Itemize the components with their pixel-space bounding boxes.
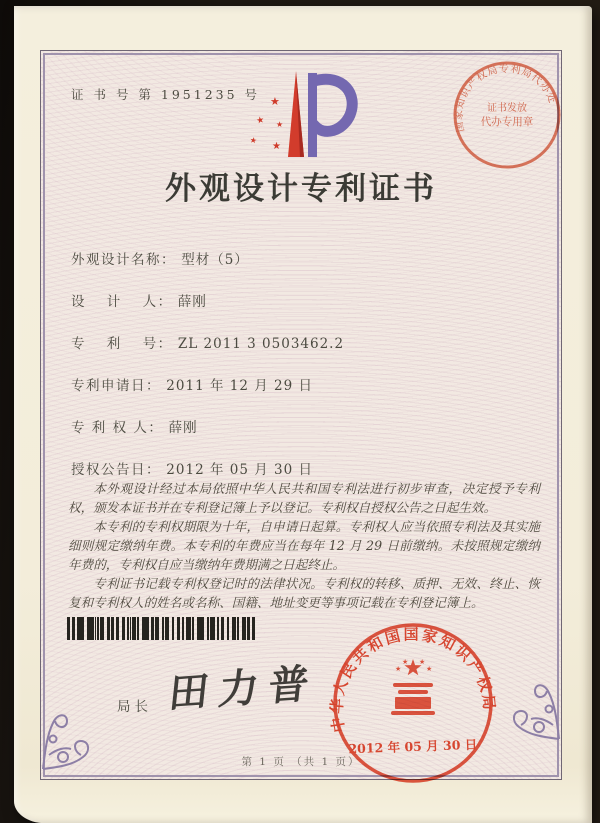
certificate-frame	[40, 50, 562, 780]
field-label: 专利申请日：	[71, 378, 161, 394]
certificate-body	[68, 479, 540, 612]
field-value: ZL 2011 3 0503462.2	[177, 336, 345, 352]
field-design-name	[71, 248, 249, 268]
certificate-paper	[14, 6, 592, 823]
svg-text:★: ★	[419, 658, 426, 666]
svg-text:★: ★	[395, 665, 402, 673]
field-grant-date	[71, 458, 313, 478]
agency-seal-ring-text: 国家知识产权局专利局代办处	[453, 63, 558, 133]
field-value: 薛刚	[168, 420, 198, 436]
svg-text:★: ★	[402, 658, 409, 666]
field-label: 专 利 号：	[71, 336, 173, 352]
paragraph-term-fees: 本专利的专利权期限为十年，自申请日起算。专利权人应当依照专利法及其实施细则规定缴纳年费。本专利的年费应当在每年 12 月 29 日前缴纳。未按照规定缴纳年费的，专利权自应当缴纳年费期满之日起终止。	[68, 519, 540, 572]
logo-star-icon: ★	[272, 141, 281, 152]
page-footer: 第 1 页 （共 1 页）	[241, 756, 361, 768]
office-seal-ring-text: 中华人民共和国国家知识产权局	[329, 625, 497, 734]
director-signature: 田力普	[166, 660, 321, 718]
logo-star-icon: ★	[276, 120, 284, 129]
logo-star-icon: ★	[270, 95, 280, 108]
agency-seal-stamp	[451, 59, 563, 175]
logo-p-bowl	[314, 79, 352, 131]
paragraph-register: 专利证书记载专利权登记时的法律状况。专利权的转移、质押、无效、终止、恢复和专利权人的姓名或名称、国籍、地址变更等事项记载在专利登记簿上。	[68, 576, 540, 610]
field-label: 设 计 人：	[71, 294, 173, 310]
barcode	[67, 617, 255, 640]
director-label: 局长	[117, 699, 152, 715]
field-value: 型材（5）	[181, 252, 249, 268]
field-designer	[71, 290, 207, 310]
field-label: 授权公告日：	[71, 462, 161, 478]
corner-flourish-icon	[501, 669, 563, 741]
agency-seal-center-line1: 证书发放	[487, 103, 527, 114]
logo-star-icon: ★	[255, 115, 266, 127]
office-seal-date: 2012 年 05 月 30 日	[348, 736, 478, 757]
field-patentee	[71, 416, 198, 436]
field-label: 外观设计名称：	[71, 252, 176, 268]
certificate-title: 外观设计专利证书	[165, 171, 437, 207]
logo-star-icon: ★	[249, 135, 258, 146]
field-application-date	[71, 374, 313, 394]
field-value: 2011 年 12 月 29 日	[166, 378, 313, 394]
corner-flourish-icon	[39, 699, 101, 771]
svg-text:中华人民共和国国家知识产权局	[329, 626, 497, 734]
field-value: 薛刚	[177, 294, 207, 310]
sipo-logo-icon	[236, 67, 366, 165]
certificate-number: 证 书 号 第 1951235 号	[71, 87, 261, 102]
field-value: 2012 年 05 月 30 日	[166, 462, 313, 478]
national-emblem-icon	[391, 658, 435, 715]
field-label: 专 利 权 人：	[71, 420, 164, 436]
paragraph-grant: 本外观设计经过本局依照中华人民共和国专利法进行初步审查，决定授予专利权，颁发本证书并在专利登记簿上予以登记。专利权自授权公告之日起生效。	[68, 481, 540, 515]
svg-text:★: ★	[426, 665, 433, 673]
agency-seal-center-line2: 代办专用章	[480, 116, 534, 128]
field-patent-number	[71, 332, 344, 352]
